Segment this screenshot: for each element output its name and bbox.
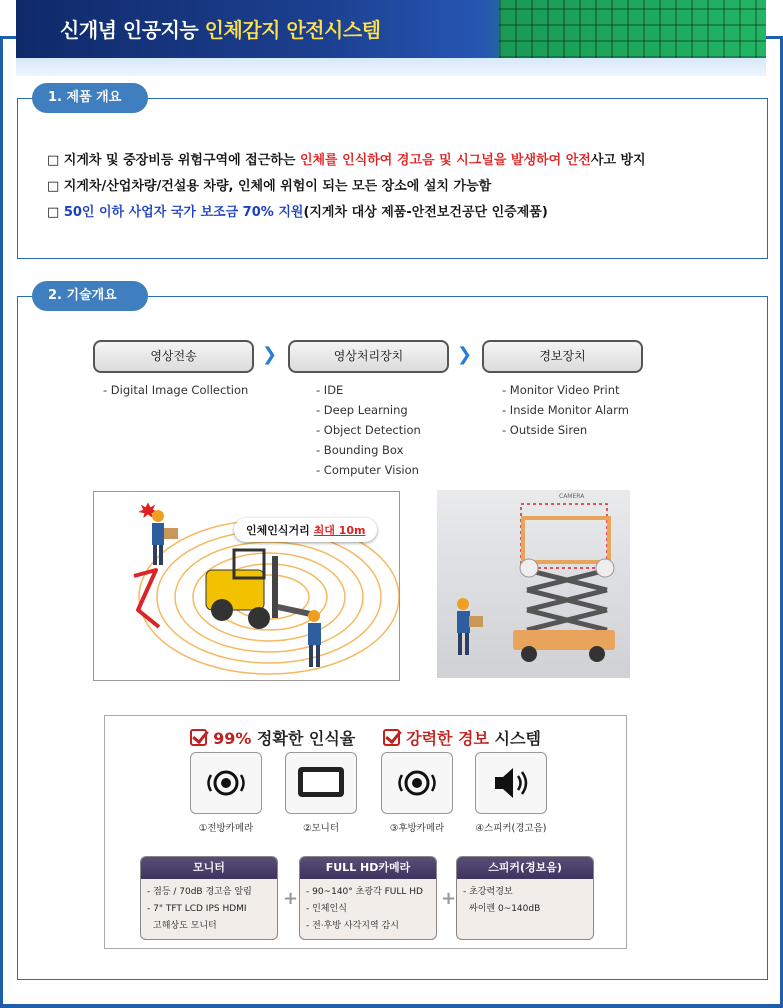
flow-box-video-transmission: 영상전송 [93,340,254,373]
flow-box-alarm-device: 경보장치 [482,340,643,373]
spec-line: - 인체인식 [306,904,347,914]
spec-line: 고해상도 모니터 [153,921,217,931]
scissor-lift-graphic [437,490,630,678]
list-item: - Deep Learning [316,403,408,417]
page-title: 신개념 인공지능 인체감지 안전시스템 [60,18,381,42]
checkbox-checked-icon [190,729,207,746]
spec-title: FULL HD카메라 [300,857,436,879]
camera-label: CAMERA [559,493,585,500]
detection-range-label: 인체인식거리 최대 10m [234,518,377,542]
front-camera-icon-box [190,752,262,814]
spec-card-monitor [140,856,278,940]
camera-icon [204,761,248,805]
camera-icon [395,761,439,805]
list-item: - Monitor Video Print [502,383,620,397]
spec-title: 모니터 [141,857,277,879]
bullet-item: □ 50인 이하 사업자 국가 보조금 70% 지원(지게차 대상 제품-안전보건공단 인증제품) [47,205,548,220]
flow-list-alarm-device [502,380,629,440]
spec-title: 스피커(경보음) [457,857,593,879]
spec-card-camera [299,856,437,940]
icon-caption: ③후방카메라 [389,823,445,834]
speaker-icon-box [475,752,547,814]
section-tab-tech-overview: 2. 기술개요 [32,281,148,311]
section-tab-product-overview: 1. 제품 개요 [32,83,148,113]
chevron-right-icon: ❯ [262,344,278,365]
features-panel [104,715,627,949]
checkbox-checked-icon [383,729,400,746]
rear-camera-icon-box [381,752,453,814]
plus-icon: + [283,888,299,909]
chevron-right-icon: ❯ [457,344,473,365]
spec-line: - 초강력경보 [463,887,513,897]
flow-list-video-transmission [103,380,248,400]
overview-bullets [47,148,646,226]
forklift-detection-illustration [93,491,400,681]
spec-line: 싸이렌 0~140dB [469,904,541,914]
monitor-icon-box [285,752,357,814]
list-item: - Bounding Box [316,443,404,457]
scissor-lift-illustration [437,490,630,678]
list-item: - Digital Image Collection [103,383,249,397]
circuit-pattern [499,0,766,58]
list-item: - Outside Siren [502,423,588,437]
spec-line: - 점등 / 70dB 경고음 알림 [147,887,252,897]
features-headline: 99% 정확한 인식율 강력한 경보 시스템 [105,726,626,749]
banner-band [16,58,766,76]
icon-caption: ①전방카메라 [198,823,254,834]
icon-caption: ②모니터 [302,823,340,834]
monitor-icon [296,765,346,801]
icon-caption: ④스피커(경고음) [475,823,547,834]
spec-card-speaker [456,856,594,940]
spec-line: - 7" TFT LCD IPS HDMI [147,904,247,914]
list-item: - Computer Vision [316,463,419,477]
speaker-icon [489,763,533,803]
header-banner [16,0,766,76]
flow-box-video-processing: 영상처리장치 [288,340,449,373]
spec-line: - 전·후방 사각지역 감시 [306,921,399,931]
flow-list-video-processing [316,380,421,480]
bullet-item: □ 지게차/산업차량/건설용 차량, 인체에 위험이 되는 모든 장소에 설치 가능함 [47,179,492,194]
plus-icon: + [441,888,457,909]
spec-line: - 90~140° 초광각 FULL HD [306,887,423,897]
bullet-item: □ 지게차 및 중장비등 위험구역에 접근하는 인체를 인식하여 경고음 및 시그널을 발생하여 안전사고 방지 [47,153,646,168]
list-item: - Object Detection [316,423,421,437]
list-item: - IDE [316,383,344,397]
list-item: - Inside Monitor Alarm [502,403,629,417]
